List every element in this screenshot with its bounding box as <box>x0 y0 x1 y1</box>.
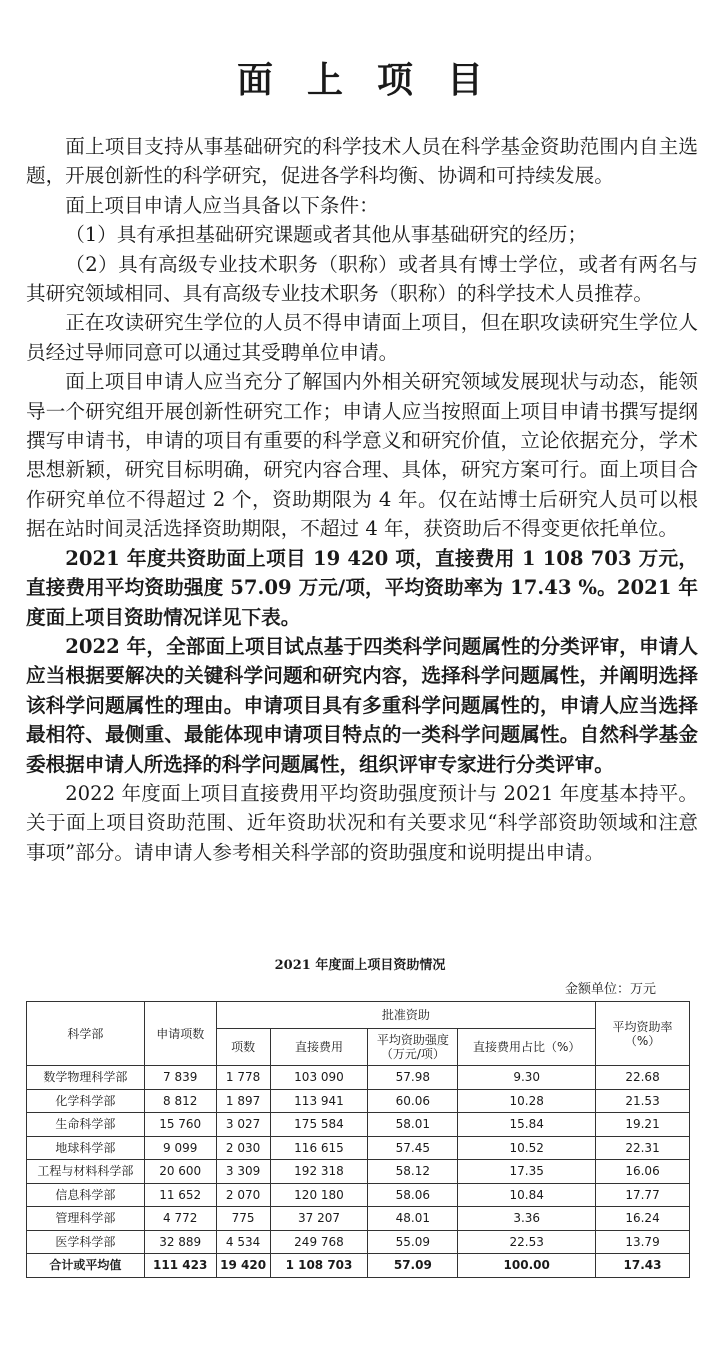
table-cell: 37 207 <box>270 1207 368 1231</box>
table-cell: 4 534 <box>216 1230 270 1254</box>
table-cell: 22.68 <box>596 1066 690 1090</box>
table-row <box>27 1136 690 1160</box>
table-cell: 249 768 <box>270 1230 368 1254</box>
table-cell: 175 584 <box>270 1113 368 1137</box>
table-cell: 120 180 <box>270 1183 368 1207</box>
paragraph: 面上项目申请人应当充分了解国内外相关研究领域发展现状与动态，能领导一个研究组开展创新性研究工作；申请人应当按照面上项目申请书撰写提纲撰写申请书，申请的项目有重要的科学意义和研究价值，立论依据充分，学术思想新颖，研究目标明确，研究内容合理、具体，研究方案可行。面上项目合作研究单位不得超过 2 个，资助期限为 4 年。仅在站博士后研究人员可以根据在站时间灵活选择资助期限，不超过 4 年，获资助后不得变更依托单位。 <box>26 370 698 541</box>
table-unit: 金额单位：万元 <box>564 982 656 997</box>
table-cell: 16.06 <box>596 1160 690 1184</box>
table-cell: 10.28 <box>458 1089 596 1113</box>
body-text <box>26 132 698 867</box>
table-cell: 1 108 703 <box>270 1254 368 1278</box>
table-cell: 3 309 <box>216 1160 270 1184</box>
funding-table <box>26 1001 690 1278</box>
table-row <box>27 1113 690 1137</box>
table-cell: 生命科学部 <box>27 1113 145 1137</box>
table-cell: 58.01 <box>368 1113 458 1137</box>
paragraph: 2022 年度面上项目直接费用平均资助强度预计与 2021 年度基本持平。关于面上项目资助范围、近年资助状况和有关要求见“科学部资助领域和注意事项”部分。请申请人参考相关科学部的资助强度和说明提出申请。 <box>26 781 698 864</box>
table-cell: 3.36 <box>458 1207 596 1231</box>
table-cell: 103 090 <box>270 1066 368 1090</box>
table-cell: 2 030 <box>216 1136 270 1160</box>
table-cell: 数学物理科学部 <box>27 1066 145 1090</box>
paragraph: 面上项目申请人应当具备以下条件： <box>65 193 379 217</box>
table-cell: 19 420 <box>216 1254 270 1278</box>
table-cell: 48.01 <box>368 1207 458 1231</box>
header-direct-cost: 直接费用 <box>270 1029 368 1066</box>
header-approved-group: 批准资助 <box>216 1002 595 1029</box>
table-cell: 地球科学部 <box>27 1136 145 1160</box>
table-cell: 111 423 <box>144 1254 216 1278</box>
table-cell: 10.52 <box>458 1136 596 1160</box>
table-body <box>27 1066 690 1278</box>
table-cell: 17.35 <box>458 1160 596 1184</box>
table-row <box>27 1066 690 1090</box>
table-cell: 113 941 <box>270 1089 368 1113</box>
table-cell: 合计或平均值 <box>27 1254 145 1278</box>
table-cell: 2 070 <box>216 1183 270 1207</box>
table-cell: 17.77 <box>596 1183 690 1207</box>
table-cell: 20 600 <box>144 1160 216 1184</box>
table-cell: 3 027 <box>216 1113 270 1137</box>
table-cell: 58.12 <box>368 1160 458 1184</box>
table-cell: 22.31 <box>596 1136 690 1160</box>
table-row <box>27 1089 690 1113</box>
table-cell: 58.06 <box>368 1183 458 1207</box>
header-count: 项数 <box>216 1029 270 1066</box>
table-cell: 9.30 <box>458 1066 596 1090</box>
paragraph: 2022 年，全部面上项目试点基于四类科学问题属性的分类评审，申请人应当根据要解决的关键科学问题和研究内容，选择科学问题属性，并阐明选择该科学问题属性的理由。申请项目具有多重科学问题属性的，申请人应当选择最相符、最侧重、最能体现申请项目特点的一类科学问题属性。自然科学基金委根据申请人所选择的科学问题属性，组织评审专家进行分类评审。 <box>26 634 698 776</box>
table-cell: 化学科学部 <box>27 1089 145 1113</box>
table-cell: 信息科学部 <box>27 1183 145 1207</box>
header-applications: 申请项数 <box>144 1002 216 1066</box>
table-cell: 17.43 <box>596 1254 690 1278</box>
table-cell: 1 778 <box>216 1066 270 1090</box>
table-cell: 32 889 <box>144 1230 216 1254</box>
table-cell: 192 318 <box>270 1160 368 1184</box>
paragraph: （1）具有承担基础研究课题或者其他从事基础研究的经历； <box>65 223 588 247</box>
header-cost-share: 直接费用占比（%） <box>458 1029 596 1066</box>
table-cell: 21.53 <box>596 1089 690 1113</box>
table-cell: 4 772 <box>144 1207 216 1231</box>
header-avg-rate: 平均资助率 （%） <box>596 1002 690 1066</box>
table-cell: 57.09 <box>368 1254 458 1278</box>
table-cell: 55.09 <box>368 1230 458 1254</box>
paragraph: 正在攻读研究生学位的人员不得申请面上项目，但在职攻读研究生学位人员经过导师同意可以通过其受聘单位申请。 <box>26 311 698 364</box>
table-cell: 775 <box>216 1207 270 1231</box>
table-cell: 10.84 <box>458 1183 596 1207</box>
table-cell: 13.79 <box>596 1230 690 1254</box>
table-cell: 医学科学部 <box>27 1230 145 1254</box>
table-cell: 19.21 <box>596 1113 690 1137</box>
header-avg-intensity: 平均资助强度 （万元/项） <box>368 1029 458 1066</box>
table-total-row <box>27 1254 690 1278</box>
table-cell: 116 615 <box>270 1136 368 1160</box>
table-row <box>27 1183 690 1207</box>
table-row <box>27 1160 690 1184</box>
table-cell: 100.00 <box>458 1254 596 1278</box>
table-cell: 管理科学部 <box>27 1207 145 1231</box>
page-title: 面上项目 <box>236 59 517 101</box>
table-cell: 1 897 <box>216 1089 270 1113</box>
table-cell: 22.53 <box>458 1230 596 1254</box>
table-cell: 8 812 <box>144 1089 216 1113</box>
table-cell: 57.45 <box>368 1136 458 1160</box>
table-cell: 57.98 <box>368 1066 458 1090</box>
paragraph: 面上项目支持从事基础研究的科学技术人员在科学基金资助范围内自主选题，开展创新性的科学研究，促进各学科均衡、协调和可持续发展。 <box>26 135 698 188</box>
paragraph: （2）具有高级专业技术职务（职称）或者具有博士学位，或者有两名与其研究领域相同、具有高级专业技术职务（职称）的科学技术人员推荐。 <box>26 252 698 306</box>
table-cell: 16.24 <box>596 1207 690 1231</box>
table-cell: 工程与材料科学部 <box>27 1160 145 1184</box>
table-cell: 11 652 <box>144 1183 216 1207</box>
table-cell: 15.84 <box>458 1113 596 1137</box>
table-row <box>27 1230 690 1254</box>
table-cell: 60.06 <box>368 1089 458 1113</box>
header-dept: 科学部 <box>27 1002 145 1066</box>
table-cell: 9 099 <box>144 1136 216 1160</box>
paragraph: 2021 年度共资助面上项目 19 420 项，直接费用 1 108 703 万元，直接费用平均资助强度 57.09 万元/项，平均资助率为 17.43 %。2021 年度面上项目资助情况详见下表。 <box>26 546 698 629</box>
table-cell: 15 760 <box>144 1113 216 1137</box>
table-row <box>27 1207 690 1231</box>
table-cell: 7 839 <box>144 1066 216 1090</box>
table-title: 2021 年度面上项目资助情况 <box>274 958 446 973</box>
